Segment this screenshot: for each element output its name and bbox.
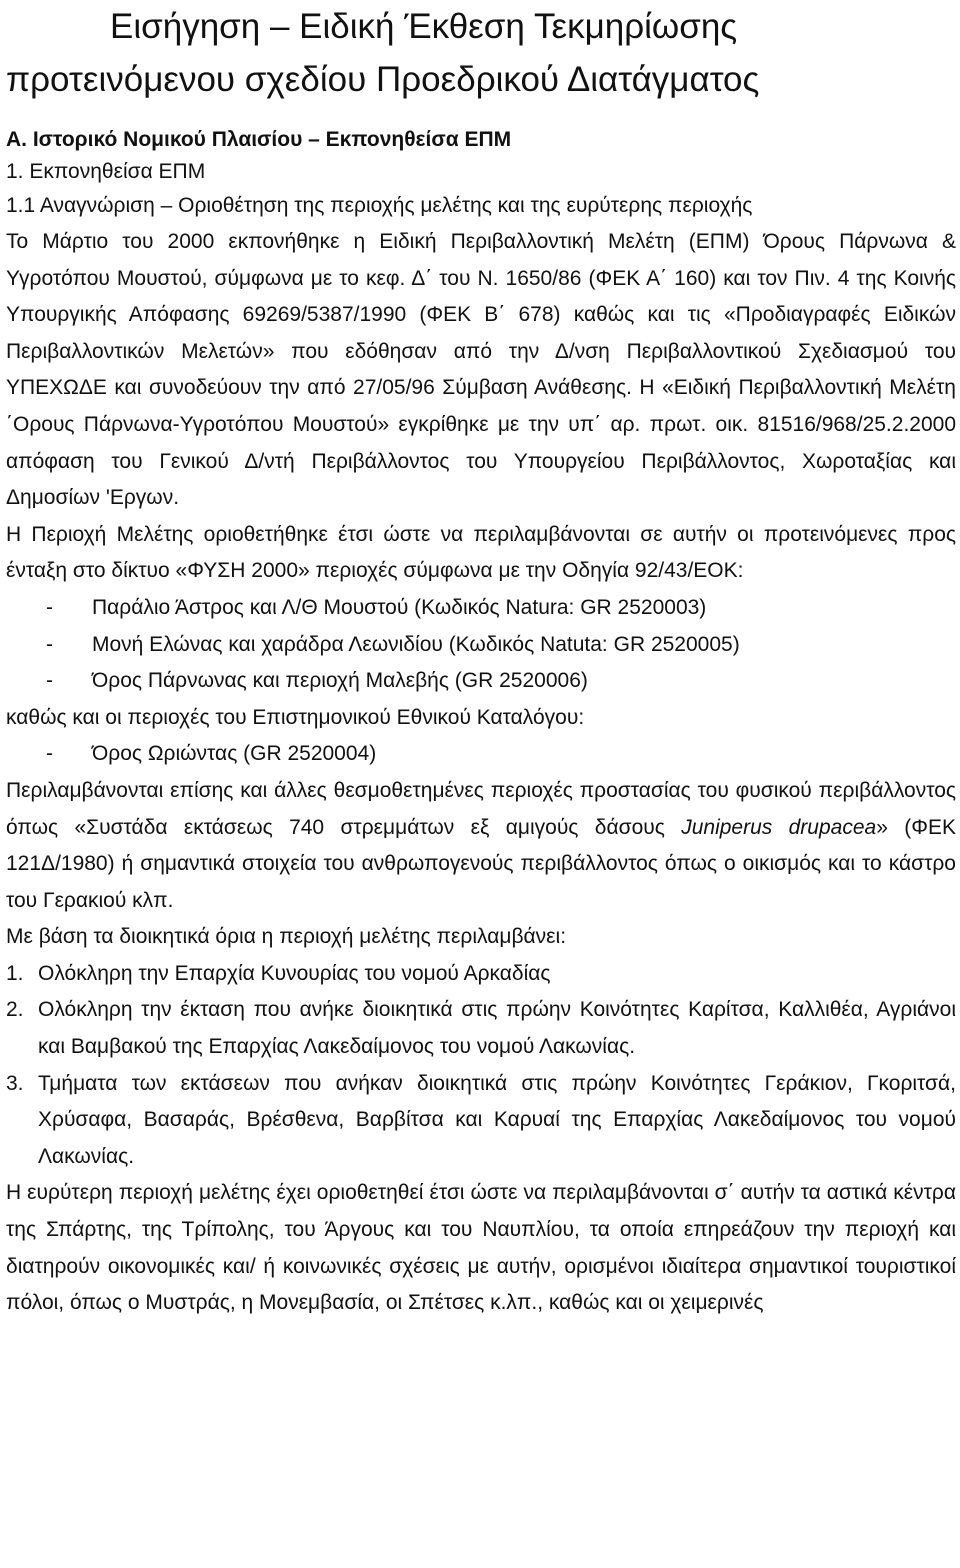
list-item [6,956,956,993]
title-line-2: προτεινόμενου σχεδίου Προεδρικού Διατάγματος [6,60,760,99]
para4-text-before: Περιλαμβάνονται επίσης και άλλες θεσμοθετημένες περιοχές προστασίας του φυσικού περιβάλλοντος όπως «Συστάδα εκτάσεως 740 στρεμμάτων εξ αμιγούς δάσους [6,778,956,839]
list-number: 3. [6,1071,24,1095]
list-item [6,992,956,1065]
section-1-heading: 1. Εκπονηθείσα ΕΠΜ [6,160,206,183]
para4-text-after: » (ΦΕΚ 121Δ/1980) ή σημαντικά στοιχεία του ανθρωπογενούς περιβάλλοντος όπως ο οικισμός και το κάστρο του Γερακιού κλπ. [6,815,956,912]
paragraph-study-area: Η Περιοχή Μελέτης οριοθετήθηκε έτσι ώστε να περιλαμβάνονται σε αυτήν οι προτεινόμενες προς ένταξη στο δίκτυο «ΦΥΣΗ 2000» περιοχές σύμφωνα με την Οδηγία 92/43/ΕΟΚ: [6,522,956,583]
admin-areas-list [6,956,956,1176]
paragraph-wider-area: Η ευρύτερη περιοχή μελέτης έχει οριοθετηθεί έτσι ώστε να περιλαμβάνονται σ΄ αυτήν τα αστικά κέντρα της Σπάρτης, της Τρίπολης, του Άργους και του Ναυπλίου, τα οποία επηρεάζουν την περιοχή και διατηρούν οικονομικές και/ ή κοινωνικές σχέσεις με αυτήν, ορισμένοι ιδιαίτερα σημαντικοί τουριστικοί πόλοι, όπως ο Μυστράς, η Μονεμβασία, οι Σπέτσες κ.λπ., καθώς και οι χειμερινές [6,1181,956,1315]
list-item: - Όρος Ωριώντας (GR 2520004) [6,736,956,773]
section-a-heading: Α. Ιστορικό Νομικού Πλαισίου – Εκπονηθείσα ΕΠΜ [6,128,512,151]
list-item-text: Τμήματα των εκτάσεων που ανήκαν διοικητικά στις πρώην Κοινότητες Γεράκιον, Γκοριτσά, Χρύσαφα, Βασαράς, Βρέσθενα, Βαρβίτσα και Καρυαί της Επαρχίας Λακεδαίμονος του νομού Λακωνίας. [38,1071,956,1168]
list-item: - Όρος Πάρνωνας και περιοχή Μαλεβής (GR 2520006) [6,663,956,700]
list-item: - Παράλιο Άστρος και Λ/Θ Μουστού (Κωδικός Natura: GR 2520003) [6,590,956,627]
document-title [6,0,956,106]
natura-sites-list [6,590,956,700]
list-item [6,1066,956,1176]
list-item: - Μονή Ελώνας και χαράδρα Λεωνιδίου (Κωδικός Natuta: GR 2520005) [6,627,956,664]
paragraph-national-catalogue: καθώς και οι περιοχές του Επιστημονικού Εθνικού Καταλόγου: [6,705,585,729]
paragraph-other-protected-areas [6,773,956,919]
paragraph-admin-boundaries: Με βάση τα διοικητικά όρια η περιοχή μελέτης περιλαμβάνει: [6,925,567,949]
list-item-text: Ολόκληρη την Επαρχία Κυνουρίας του νομού Αρκαδίας [38,961,551,985]
list-number: 1. [6,961,24,985]
list-item-text: Ολόκληρη την έκταση που ανήκε διοικητικά στις πρώην Κοινότητες Καρίτσα, Καλλιθέα, Αγριάνοι και Βαμβακού της Επαρχίας Λακεδαίμονος του νομού Λακωνίας. [38,998,956,1059]
document-page [6,0,956,1322]
paragraph-study-history: Το Μάρτιο του 2000 εκπονήθηκε η Ειδική Περιβαλλοντική Μελέτη (ΕΠΜ) Όρους Πάρνωνα & Υγροτόπου Μουστού, σύμφωνα με το κεφ. Δ΄ του Ν. 1650/86 (ΦΕΚ Α΄ 160) και τον Πιν. 4 της Κοινής Υπουργικής Απόφασης 69269/5387/1990 (ΦΕΚ Β΄ 678) καθώς και τις «Προδιαγραφές Ειδικών Περιβαλλοντικών Μελετών» που εδόθησαν από την Δ/νση Περιβαλλοντικού Σχεδιασμού του ΥΠΕΧΩΔΕ και συνοδεύουν την από 27/05/96 Σύμβαση Ανάθεσης. Η «Ειδική Περιβαλλοντική Μελέτη ΄Ορους Πάρνωνα-Υγροτόπου Μουστού» εγκρίθηκε με την υπ΄ αρ. πρωτ. οικ. 81516/968/25.2.2000 απόφαση του Γενικού Δ/ντή Περιβάλλοντος του Υπουργείου Περιβάλλοντος, Χωροταξίας και Δημοσίων 'Εργων. [6,230,956,510]
species-name: Juniperus drupacea [681,815,877,839]
list-number: 2. [6,998,24,1022]
title-line-1: Εισήγηση – Ειδική Έκθεση Τεκμηρίωσης [110,7,738,46]
national-sites-list [6,736,956,773]
section-1-1-heading: 1.1 Αναγνώριση – Οριοθέτηση της περιοχής μελέτης και της ευρύτερης περιοχής [6,194,753,217]
